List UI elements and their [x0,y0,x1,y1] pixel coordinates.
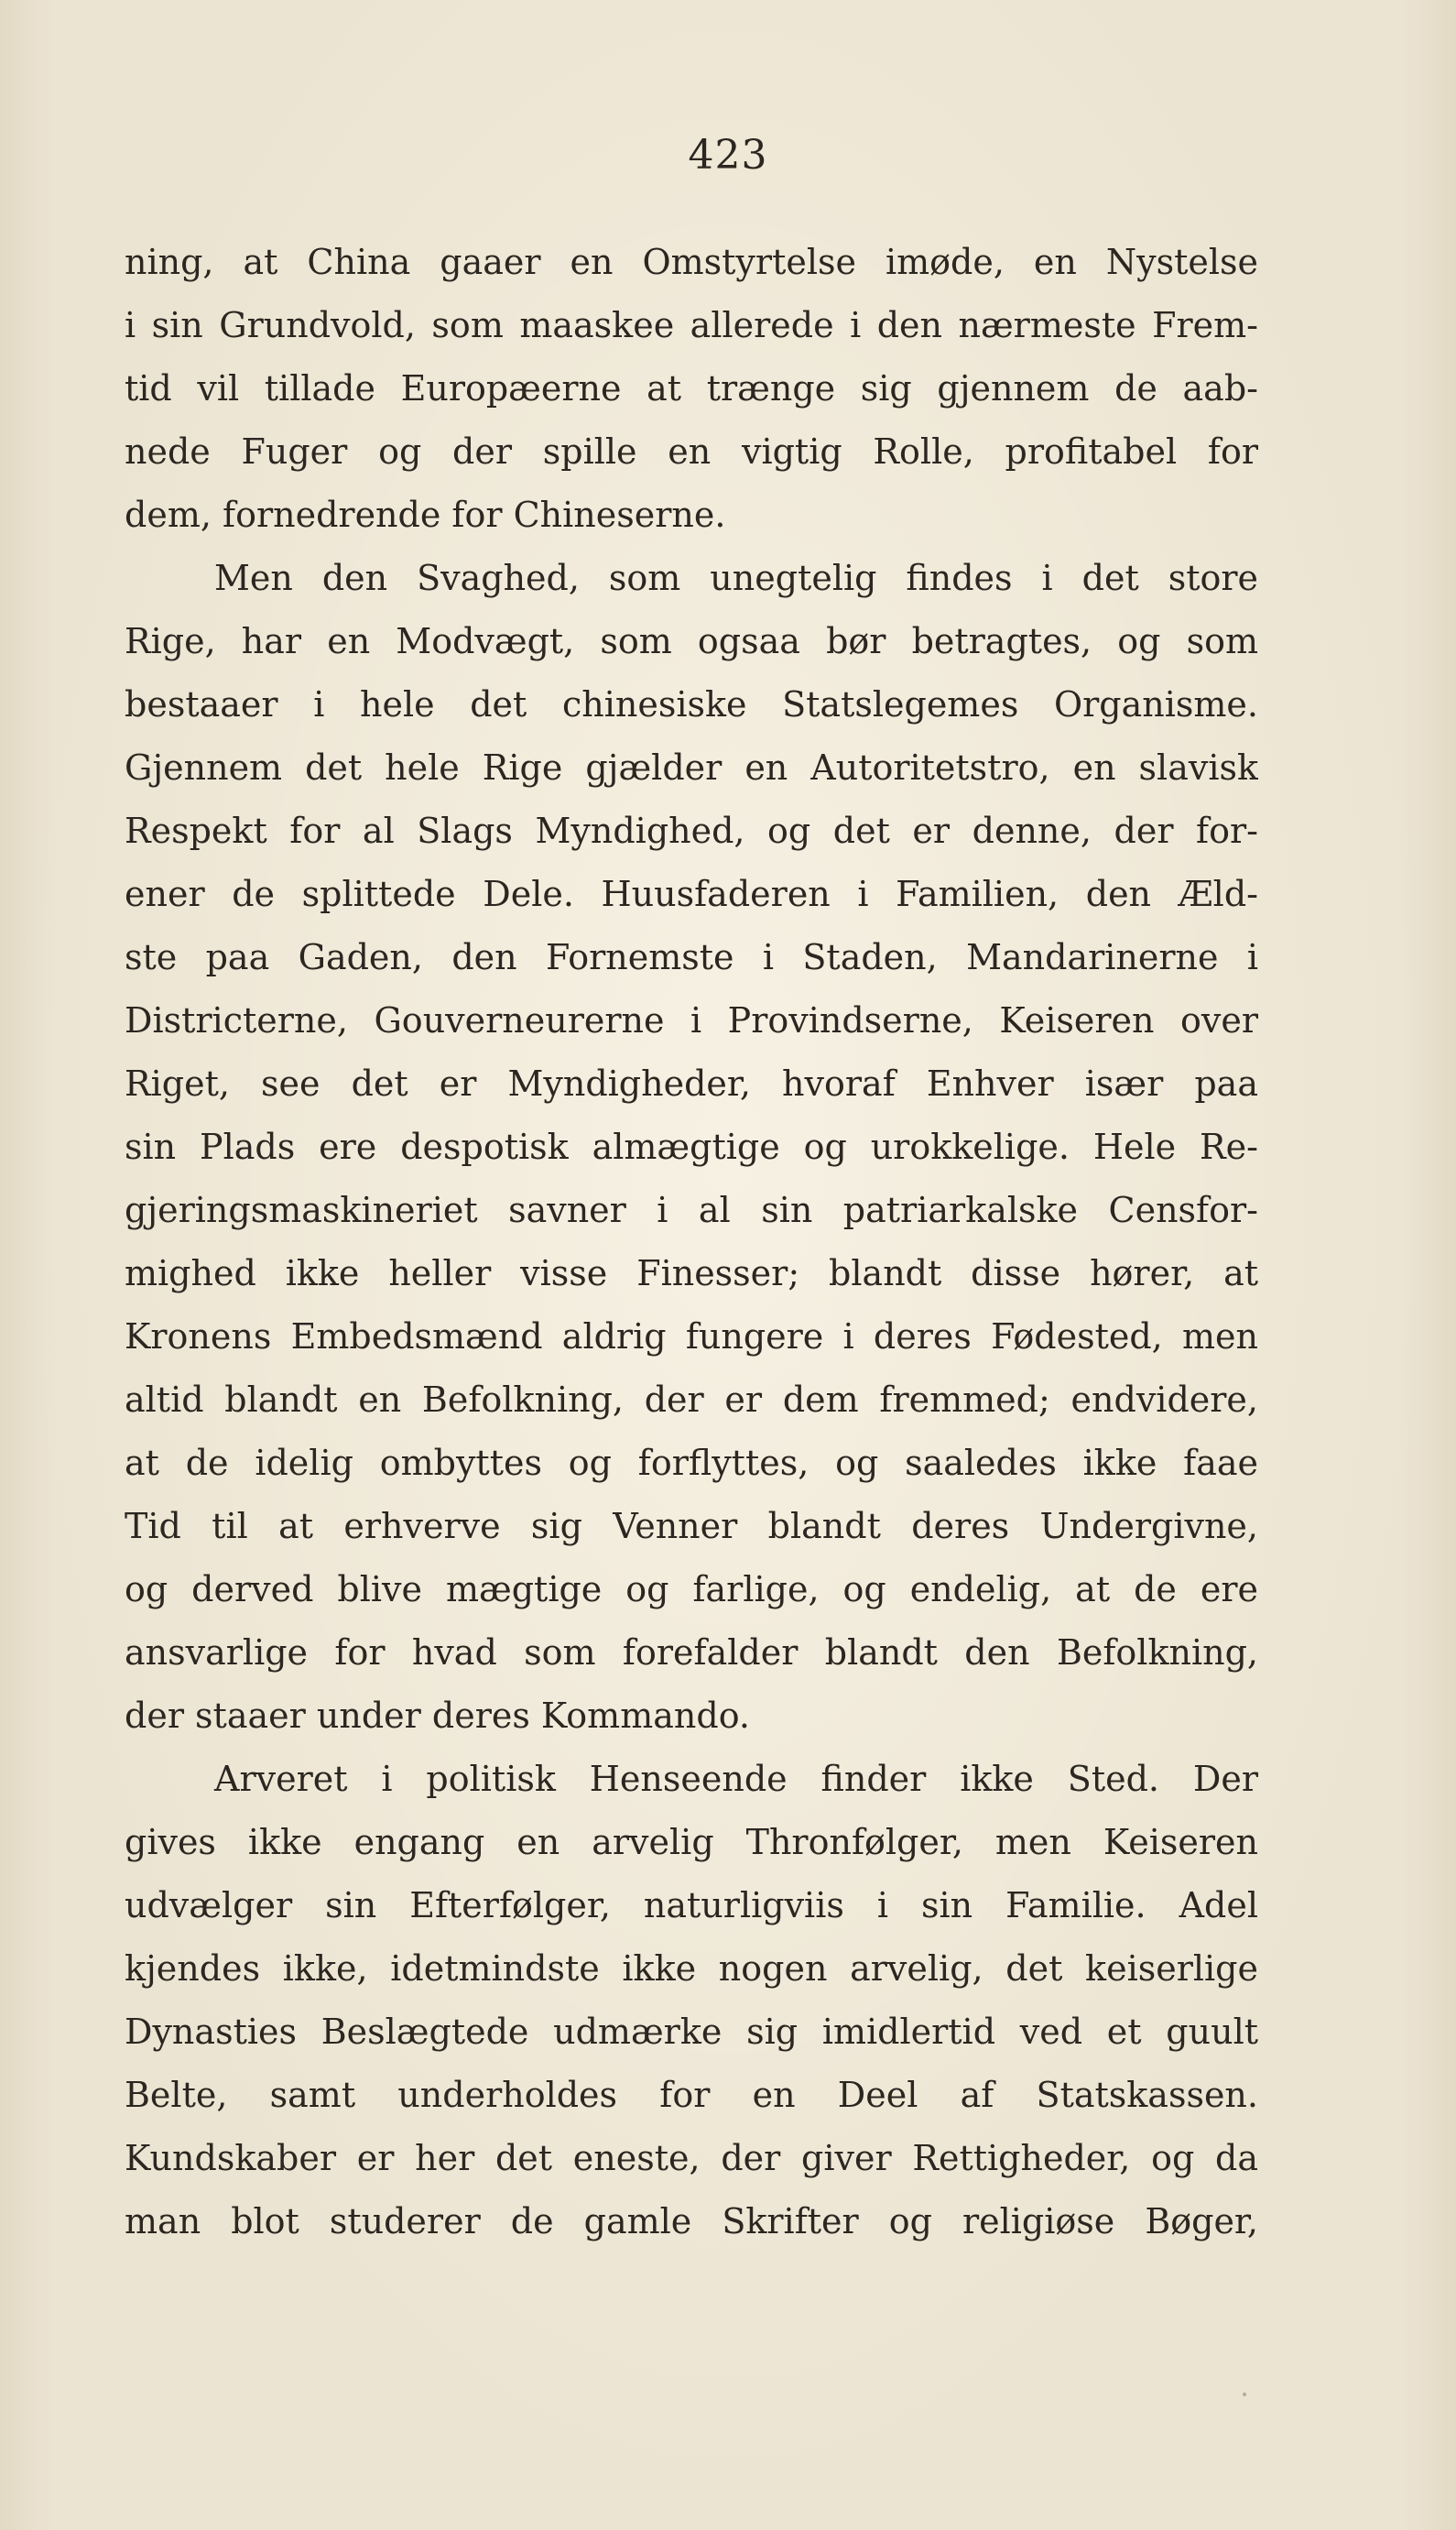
text-line: Rige, har en Modvægt, som ogsaa bør betragtes, og som [125,621,1258,661]
text-line: gives ikke engang en arvelig Thronfølger, men Keiseren [125,1822,1258,1862]
text-line: Tid til at erhverve sig Venner blandt deres Undergivne, [125,1506,1258,1546]
text-line: Kronens Embedsmænd aldrig fungere i deres Fødested, men [125,1316,1258,1357]
text-line: ste paa Gaden, den Fornemste i Staden, Mandarinerne i [125,937,1258,977]
text-line: Dynasties Beslægtede udmærke sig imidlertid ved et guult [125,2012,1258,2052]
text-line: Kundskaber er her det eneste, der giver Rettigheder, og da [125,2138,1258,2178]
text-line: Respekt for al Slags Myndighed, og det er denne, der for- [125,811,1258,851]
text-line: nede Fuger og der spille en vigtig Rolle, profitabel for [125,431,1258,472]
text-line: ener de splittede Dele. Huusfaderen i Familien, den Æld- [125,874,1258,914]
text-line: Gjennem det hele Rige gjælder en Autoritetstro, en slavisk [125,747,1258,788]
paper-speck [1243,2393,1246,2396]
text-line: ansvarlige for hvad som forefalder blandt den Befolkning, [125,1632,1258,1673]
text-line: Riget, see det er Myndigheder, hvoraf Enhver især paa [125,1063,1258,1104]
text-line: tid vil tillade Europæerne at trænge sig gjennem de aab- [125,368,1258,409]
text-line: kjendes ikke, idetmindste ikke nogen arvelig, det keiserlige [125,1948,1258,1989]
text-line: mighed ikke heller visse Finesser; blandt disse hører, at [125,1253,1258,1293]
page-number: 423 [688,132,768,179]
text-line: og derved blive mægtige og farlige, og endelig, at de ere [125,1569,1258,1609]
text-line: dem, fornedrende for Chineserne. [125,495,726,535]
text-line: sin Plads ere despotisk almægtige og urokkelige. Hele Re- [125,1127,1258,1167]
text-line: man blot studerer de gamle Skrifter og religiøse Bøger, [125,2201,1258,2241]
text-line: bestaaer i hele det chinesiske Statslegemes Organisme. [125,684,1258,725]
text-line: gjeringsmaskineriet savner i al sin patriarkalske Censfor- [125,1190,1258,1230]
text-line: Belte, samt underholdes for en Deel af Statskassen. [125,2075,1258,2115]
text-line: ning, at China gaaer en Omstyrtelse imøde, en Nystelse [125,242,1258,282]
text-line: at de idelig ombyttes og forflyttes, og saaledes ikke faae [125,1443,1258,1483]
text-line: der staaer under deres Kommando. [125,1696,750,1736]
text-line: udvælger sin Efterfølger, naturligviis i sin Familie. Adel [125,1885,1258,1925]
text-line: Districterne, Gouverneurerne i Provindserne, Keiseren over [125,1000,1258,1041]
text-line: Arveret i politisk Henseende finder ikke Sted. Der [214,1759,1258,1799]
body-text [125,231,1258,2253]
text-line: i sin Grundvold, som maaskee allerede i den nærmeste Frem- [125,305,1258,345]
text-line: Men den Svaghed, som unegtelig findes i det store [214,558,1258,598]
text-line: altid blandt en Befolkning, der er dem fremmed; endvidere, [125,1380,1258,1420]
